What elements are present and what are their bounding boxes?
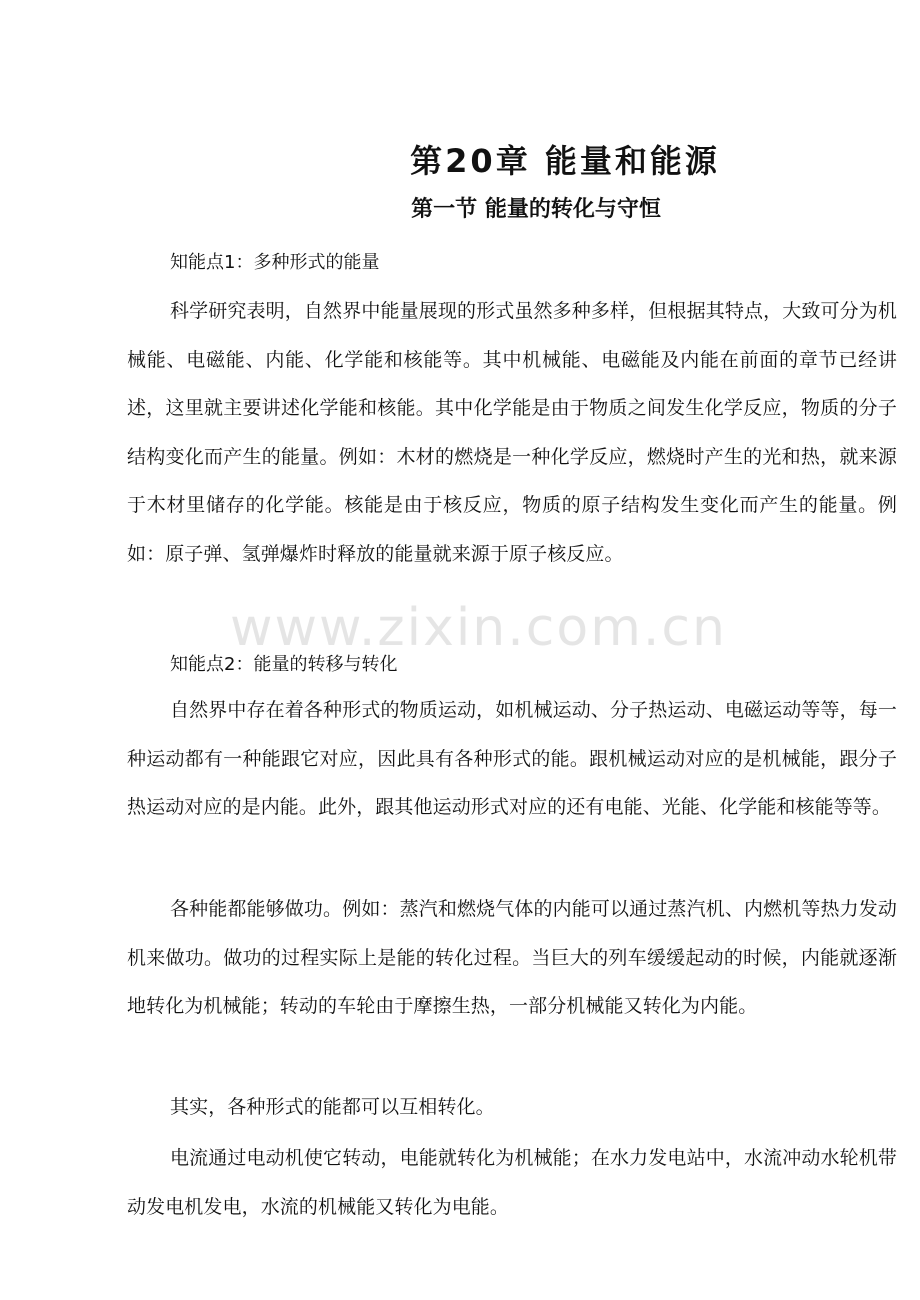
point1-heading: 知能点1：多种形式的能量 xyxy=(170,252,380,273)
point2-paragraph-4: 电流通过电动机使它转动，电能就转化为机械能；在水力发电站中，水流冲动水轮机带动发电机发电，水流的机械能又转化为电能。 xyxy=(127,1147,897,1218)
point1-paragraph: 科学研究表明，自然界中能量展现的形式虽然多种多样，但根据其特点，大致可分为机械能、电磁能、内能、化学能和核能等。其中机械能、电磁能及内能在前面的章节已经讲述，这里就主要讲述化学能和核能。其中化学能是由于物质之间发生化学反应，物质的分子结构变化而产生的能量。例如：木材的燃烧是一种化学反应，燃烧时产生的光和热，就来源于木材里储存的化学能。核能是由于核反应，物质的原子结构发生变化而产生的能量。例如：原子弹、氢弹爆炸时释放的能量就来源于原子核反应。 xyxy=(127,300,897,565)
point2-paragraph-3: 其实，各种形式的能都可以互相转化。 xyxy=(170,1096,495,1118)
point2-heading: 知能点2：能量的转移与转化 xyxy=(170,654,398,675)
section-title: 第一节 能量的转化与守恒 xyxy=(411,197,661,222)
watermark: www.zixin.com.cn xyxy=(230,598,727,658)
point2-paragraph-2: 各种能都能够做功。例如：蒸汽和燃烧气体的内能可以通过蒸汽机、内燃机等热力发动机来做功。做功的过程实际上是能的转化过程。当巨大的列车缓缓起动的时候，内能就逐渐地转化为机械能；转动的车轮由于摩擦生热，一部分机械能又转化为内能。 xyxy=(127,898,897,1017)
point2-paragraph-1: 自然界中存在着各种形式的物质运动，如机械运动、分子热运动、电磁运动等等，每一种运动都有一种能跟它对应，因此具有各种形式的能。跟机械运动对应的是机械能，跟分子热运动对应的是内能。此外，跟其他运动形式对应的还有电能、光能、化学能和核能等等。 xyxy=(127,699,897,818)
chapter-title: 第20章 能量和能源 xyxy=(410,142,720,180)
